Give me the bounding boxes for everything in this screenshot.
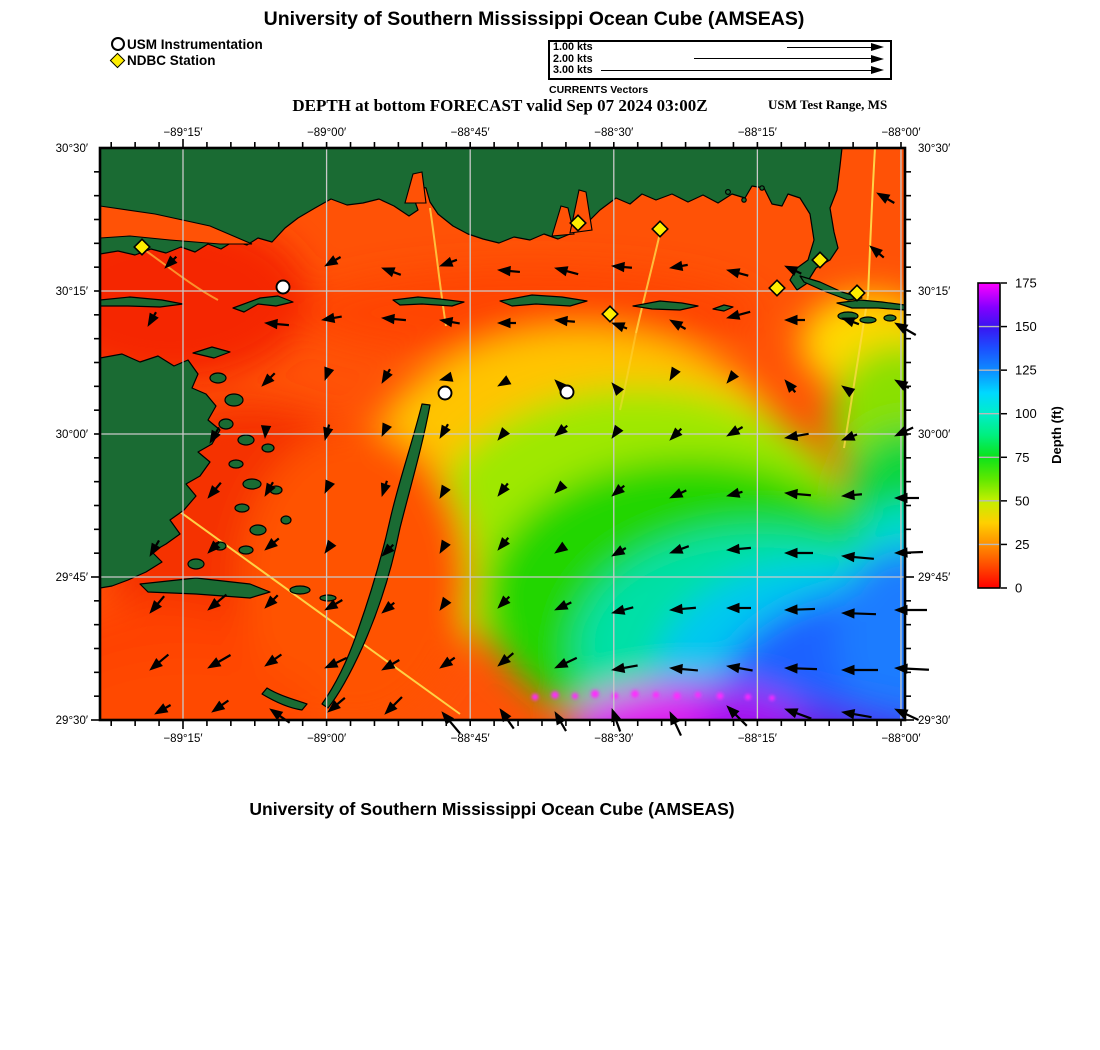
svg-text:−88°15′: −88°15′ [737, 127, 777, 139]
usm-legend-label: USM Instrumentation [127, 36, 263, 52]
svg-text:150: 150 [1015, 319, 1037, 335]
colorbar-axis-label: Depth (ft) [1049, 406, 1064, 464]
svg-text:30°30′: 30°30′ [918, 143, 951, 155]
svg-text:175: 175 [1015, 275, 1037, 291]
svg-text:−88°00′: −88°00′ [881, 733, 921, 745]
svg-text:−88°45′: −88°45′ [450, 127, 490, 139]
svg-text:75: 75 [1015, 449, 1030, 465]
vector-scale-row-2 [550, 54, 890, 66]
svg-text:100: 100 [1015, 406, 1037, 422]
main-title: University of Southern Mississippi Ocean Cube (AMSEAS) [263, 8, 805, 30]
usm-test-range-label: USM Test Range, MS [768, 97, 888, 112]
svg-text:−89°00′: −89°00′ [307, 733, 347, 745]
arrowhead-icon [871, 66, 884, 74]
svg-text:−88°15′: −88°15′ [737, 733, 777, 745]
arrowhead-icon [871, 43, 884, 51]
ndbc-diamond-icon [111, 55, 127, 66]
bottom-title: University of Southern Mississippi Ocean Cube (AMSEAS) [249, 799, 735, 819]
svg-text:−88°45′: −88°45′ [450, 733, 490, 745]
vector-scale-label-3: 3.00 kts [553, 64, 593, 77]
ndbc-legend-label: NDBC Station [127, 52, 216, 68]
vector-scale-row-3 [550, 65, 890, 77]
svg-text:30°00′: 30°00′ [918, 429, 951, 441]
colorbar [978, 276, 1037, 596]
svg-text:29°45′: 29°45′ [918, 572, 951, 584]
svg-text:30°15′: 30°15′ [918, 286, 951, 298]
svg-text:29°30′: 29°30′ [918, 715, 951, 727]
vector-scale-label-1: 1.00 kts [553, 41, 593, 53]
svg-text:29°45′: 29°45′ [55, 572, 88, 584]
currents-vector-scale-box [548, 40, 892, 80]
svg-text:29°30′: 29°30′ [55, 715, 88, 727]
svg-text:50: 50 [1015, 493, 1030, 509]
svg-text:−89°00′: −89°00′ [307, 127, 347, 139]
svg-text:30°30′: 30°30′ [55, 143, 88, 155]
marker-legend [111, 36, 263, 68]
svg-text:125: 125 [1015, 362, 1037, 378]
forecast-subtitle: DEPTH at bottom FORECAST valid Sep 07 2024 03:00Z [292, 96, 708, 115]
legend-row-usm [111, 36, 263, 52]
legend-row-ndbc [111, 52, 263, 68]
svg-text:0: 0 [1015, 580, 1023, 596]
svg-text:−88°30′: −88°30′ [594, 127, 634, 139]
svg-text:30°15′: 30°15′ [55, 286, 88, 298]
vector-scale-row-1 [550, 42, 890, 54]
svg-text:−88°00′: −88°00′ [881, 127, 921, 139]
svg-text:30°00′: 30°00′ [55, 429, 88, 441]
vector-scale-label-2: 2.00 kts [553, 52, 593, 65]
currents-vectors-caption: CURRENTS Vectors [549, 84, 649, 96]
svg-text:25: 25 [1015, 536, 1030, 552]
svg-text:−89°15′: −89°15′ [163, 127, 203, 139]
svg-text:−89°15′: −89°15′ [163, 733, 203, 745]
arrowhead-icon [871, 55, 884, 63]
svg-text:−88°30′: −88°30′ [594, 733, 634, 745]
usm-circle-icon [111, 37, 127, 51]
depth-field-raster [25, 128, 1065, 790]
